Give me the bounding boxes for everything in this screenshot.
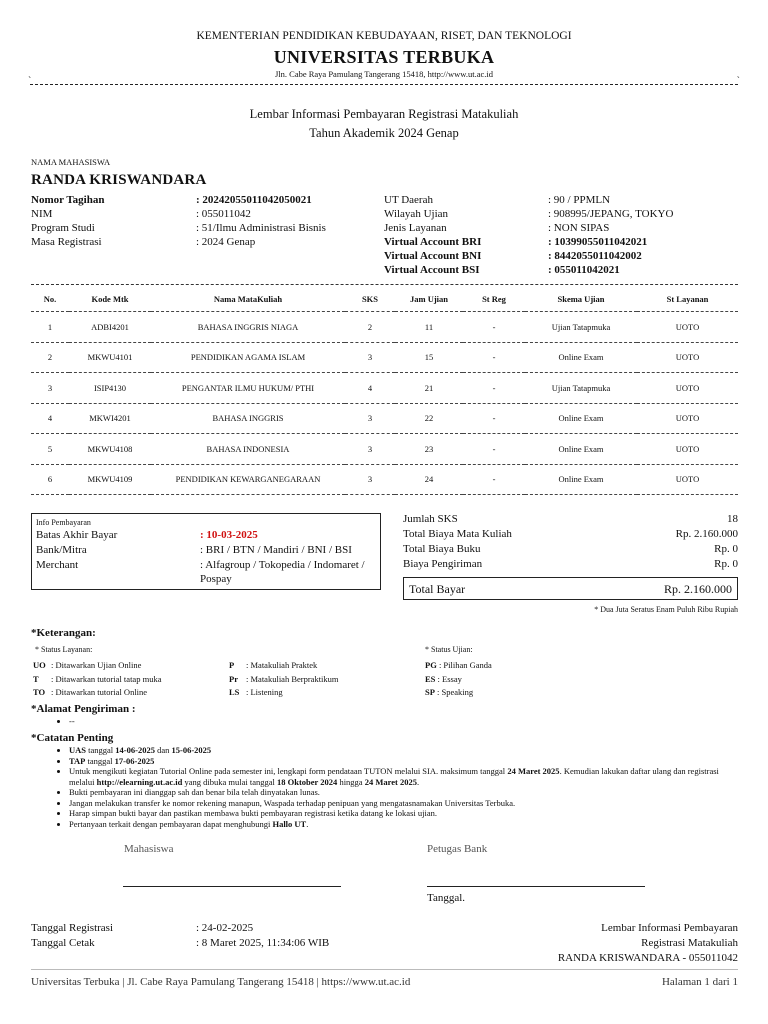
alamat-items (31, 716, 731, 727)
cell: BAHASA INGGRIS (151, 403, 345, 434)
info-row-wilayah-ujian (384, 207, 738, 221)
legend-item (229, 686, 339, 700)
billing-info-right (384, 193, 738, 277)
cell: Ujian Tatapmuka (525, 312, 637, 343)
tuton-text-2: . Kemudian lakukan daftar ulang dan registrasi melalui (69, 766, 719, 787)
legend-item (425, 673, 492, 687)
signature-date-label: Tanggal. (427, 892, 466, 904)
cell: - (463, 434, 525, 465)
info-label: Virtual Account BRI (384, 236, 482, 248)
legend-item (229, 659, 339, 673)
caption-line-2: Registrasi Matakuliah (641, 937, 738, 949)
info-row-masa-registrasi (31, 235, 371, 249)
print-date-value: : 8 Maret 2025, 11:34:06 WIB (196, 937, 330, 949)
cell: 4 (345, 373, 395, 404)
cell: - (463, 342, 525, 373)
cell: Ujian Tatapmuka (525, 373, 637, 404)
merchant-value-cont: Pospay (200, 573, 232, 585)
col-header-jam: Jam Ujian (409, 293, 448, 304)
reg-date-row (31, 921, 329, 936)
cell: 6 (31, 464, 69, 495)
document-caption (558, 921, 738, 966)
col-header-no: No. (43, 293, 57, 304)
cell: 15 (395, 342, 463, 373)
info-value: : NON SIPAS (548, 222, 610, 234)
caption-line-1: Lembar Informasi Pembayaran (601, 922, 738, 934)
reg-date-label: Tanggal Registrasi (31, 922, 114, 934)
cell: PENGANTAR ILMU HUKUM/ PTHI (151, 373, 345, 404)
uas-text: tanggal (86, 745, 116, 755)
hallo-ut: Hallo UT (272, 818, 307, 829)
cell: - (463, 464, 525, 495)
summary-label: Jumlah SKS (403, 513, 458, 525)
registration-dates (31, 921, 329, 951)
cell: PENDIDIKAN AGAMA ISLAM (151, 342, 345, 373)
tanya-text: Pertanyaan terkait dengan pembayaran dapat menghubungi (69, 818, 273, 829)
merchant-label: Merchant (36, 559, 79, 571)
table-top-divider (31, 284, 738, 285)
cell: - (463, 403, 525, 434)
cell: BAHASA INDONESIA (151, 434, 345, 465)
legend-text: : Ditawarkan tutorial Online (51, 687, 148, 697)
info-value: : 90 / PPMLN (548, 194, 611, 206)
cell: 3 (345, 342, 395, 373)
student-name: RANDA KRISWANDARA (31, 172, 207, 188)
cell: UOTO (637, 342, 738, 373)
alamat-list (31, 716, 731, 727)
alamat-value: • -- (69, 716, 731, 727)
cell: UOTO (637, 403, 738, 434)
uas-and: dan (154, 745, 172, 755)
tanya-end: . (306, 818, 309, 829)
status-layanan-list (33, 659, 161, 700)
info-value: : 20242055011042050021 (196, 194, 312, 206)
tap-text: tanggal (85, 755, 115, 766)
cell: 3 (345, 403, 395, 434)
info-row-program-studi (31, 221, 371, 235)
print-date-row (31, 936, 329, 951)
print-date-label: Tanggal Cetak (31, 937, 95, 949)
summary-value: Rp. 0 (714, 558, 738, 570)
legend-text: : Essay (437, 673, 462, 684)
table-row (31, 342, 738, 373)
cell: MKWU4109 (69, 464, 151, 495)
summary-label: Total Biaya Buku (403, 543, 481, 555)
cell: ISIP4130 (69, 373, 151, 404)
total-value: Rp. 2.160.000 (663, 582, 732, 596)
summary-label: Biaya Pengiriman (403, 558, 483, 570)
legend-code: LS (229, 687, 240, 697)
table-row (31, 403, 738, 434)
legend-text: : Matakuliah Praktek (246, 660, 318, 670)
alamat-title: *Alamat Pengiriman : (31, 703, 136, 715)
university-name: UNIVERSITAS TERBUKA (273, 47, 495, 67)
summary-value: 18 (727, 513, 738, 525)
footer-divider (31, 969, 738, 970)
legend-item (33, 686, 161, 700)
cell: 3 (345, 464, 395, 495)
tuton-date: 24 Maret 2025 (507, 766, 560, 776)
tuton-date-3: 24 Maret 2025 (364, 776, 417, 787)
academic-year: Tahun Akademik 2024 Genap (309, 126, 459, 140)
total-in-words: * Dua Juta Seratus Enam Puluh Ribu Rupiah (594, 605, 738, 614)
cell: BAHASA INGGRIS NIAGA (151, 312, 345, 343)
legend-item (425, 686, 492, 700)
legend-text: : Ditawarkan Ujian Online (51, 660, 142, 670)
info-row-va-bri (384, 235, 738, 249)
header-divider (30, 84, 738, 85)
legend-item (33, 659, 161, 673)
legend-text: : Pilihan Ganda (438, 660, 492, 670)
legend-item (229, 673, 339, 687)
legend-code: P (229, 660, 235, 670)
status-ujian-title: * Status Ujian: (425, 645, 473, 654)
tuton-date-2: 18 Oktober 2024 (277, 776, 338, 787)
tap-label: TAP (69, 755, 86, 766)
legend-code: TO (33, 687, 46, 697)
cell: 2 (31, 342, 69, 373)
tuton-text-1: Untuk mengikuti kegiatan Tutorial Online pada semester ini, lengkapi form pendataan TUTON melalui SIA. maksimum tanggal (69, 766, 508, 776)
university-address: Jln. Cabe Raya Pamulang Tangerang 15418, http://www.ut.ac.id (274, 69, 493, 79)
total-bayar-box (403, 577, 738, 600)
cell: UOTO (637, 373, 738, 404)
cell: PENDIDIKAN KEWARGANEGARAAN (151, 464, 345, 495)
summary-value: Rp. 0 (714, 543, 738, 555)
table-header-row (31, 286, 738, 312)
info-label: Virtual Account BNI (384, 250, 482, 262)
info-value: : 8442055011042002 (548, 250, 642, 262)
col-header-kode: Kode Mtk (91, 293, 129, 304)
caption-line-3: RANDA KRISWANDARA - 055011042 (557, 952, 738, 964)
summary-row-pengiriman (403, 558, 738, 573)
cell: - (463, 373, 525, 404)
catatan-title: *Catatan Penting (31, 732, 114, 744)
info-label: Program Studi (31, 222, 95, 234)
cell: Online Exam (525, 464, 637, 495)
bank-signature-line (427, 886, 645, 887)
page-footer-left: Universitas Terbuka | Jl. Cabe Raya Pamulang Tangerang 15418 | https://www.ut.ac.id (31, 976, 411, 988)
cell: 3 (31, 373, 69, 404)
info-row-ut-daerah (384, 193, 738, 207)
tuton-text-5: . (416, 776, 420, 787)
summary-value: Rp. 2.160.000 (675, 528, 738, 540)
bank-signature-label: Petugas Bank (427, 843, 488, 855)
info-value: : 908995/JEPANG, TOKYO (548, 208, 674, 220)
table-row (31, 464, 738, 495)
note-simpan: • Harap simpan bukti bayar dan pastikan membawa bukti pembayaran registrasi ketika datang ke lokasi ujian. (69, 808, 738, 819)
cell: UOTO (637, 312, 738, 343)
legend-code: Pr (229, 673, 238, 684)
deadline-value: : 10-03-2025 (200, 529, 258, 541)
elearning-link: http://elearning.ut.ac.id (96, 776, 183, 787)
legend-text: : Matakuliah Berpraktikum (246, 673, 339, 684)
info-row-nomor-tagihan (31, 193, 371, 207)
student-signature-label: Mahasiswa (124, 843, 174, 855)
summary-row-biaya-buku (403, 543, 738, 558)
info-value: : 10399055011042021 (548, 236, 648, 248)
info-label: Nomor Tagihan (31, 194, 105, 206)
payment-summary (403, 513, 738, 573)
page-number: Halaman 1 dari 1 (661, 976, 738, 988)
cell: 4 (31, 403, 69, 434)
tuton-text-3: yang dibuka mulai tanggal (182, 776, 278, 787)
uas-label: UAS (69, 745, 87, 755)
document-title: Lembar Informasi Pembayaran Registrasi Matakuliah (249, 107, 519, 121)
cell: ADBI4201 (69, 312, 151, 343)
info-row-va-bsi (384, 263, 738, 277)
info-row-nim (31, 207, 371, 221)
reg-date-value: : 24-02-2025 (196, 922, 254, 934)
note-lunas: • Bukti pembayaran ini dianggap sah dan benar bila telah dinyatakan lunas. (69, 787, 738, 798)
summary-row-sks (403, 513, 738, 528)
legend-item (33, 673, 161, 687)
info-value: : 055011042 (196, 208, 251, 220)
cell: MKWU4101 (69, 342, 151, 373)
cell: 24 (395, 464, 463, 495)
tap-date: 17-06-2025 (114, 755, 155, 766)
info-label: NIM (31, 208, 53, 220)
cell: 5 (31, 434, 69, 465)
cell: 1 (31, 312, 69, 343)
info-label: Wilayah Ujian (384, 208, 449, 220)
info-label: Virtual Account BSI (384, 264, 480, 276)
cell: 23 (395, 434, 463, 465)
col-header-sks: SKS (361, 293, 379, 304)
legend-code: ES (425, 673, 436, 684)
table-row (31, 434, 738, 465)
merchant-value: : Alfagroup / Tokopedia / Indomaret / (200, 559, 365, 571)
payment-box-title: Info Pembayaran (36, 518, 91, 527)
cell: Online Exam (525, 342, 637, 373)
col-header-nama: Nama MataKuliah (213, 293, 283, 304)
info-label: Masa Registrasi (31, 236, 102, 248)
legend-code: PG (425, 660, 437, 670)
col-header-streg: St Reg (482, 293, 506, 304)
legend-item (425, 659, 492, 673)
cell: UOTO (637, 464, 738, 495)
cell: 3 (345, 434, 395, 465)
cell: 2 (345, 312, 395, 343)
table-row (31, 373, 738, 404)
summary-label: Total Biaya Mata Kuliah (403, 528, 512, 540)
cell: 11 (395, 312, 463, 343)
info-value: : 2024 Genap (196, 236, 256, 248)
catatan-items (31, 745, 738, 829)
bank-label: Bank/Mitra (36, 544, 87, 556)
catatan-list (31, 745, 738, 829)
uas-date-1: 14-06-2025 (115, 745, 155, 755)
info-row-va-bni (384, 249, 738, 263)
payment-info-box (31, 513, 381, 590)
status-ujian-list (425, 659, 492, 700)
student-name-label: NAMA MAHASISWA (31, 157, 111, 167)
cell: 22 (395, 403, 463, 434)
col-header-layanan: St Layanan (666, 293, 709, 304)
bank-value: : BRI / BTN / Mandiri / BNI / BSI (200, 544, 352, 556)
legend-text: : Speaking (437, 687, 474, 697)
course-table (31, 286, 738, 495)
billing-info-left (31, 193, 371, 249)
note-tap (69, 756, 738, 767)
cell: Online Exam (525, 403, 637, 434)
legend-text: : Listening (246, 687, 283, 697)
info-value: : 055011042021 (548, 264, 620, 276)
info-value: : 51/Ilmu Administrasi Bisnis (196, 222, 326, 234)
cell: Online Exam (525, 434, 637, 465)
info-label: Jenis Layanan (384, 222, 447, 234)
student-signature-line (123, 886, 341, 887)
ministry-name: KEMENTERIAN PENDIDIKAN KEBUDAYAAN, RISET, DAN TEKNOLOGI (196, 30, 572, 42)
total-label: Total Bayar (409, 582, 466, 596)
keterangan-title: *Keterangan: (31, 627, 96, 639)
info-label: UT Daerah (384, 194, 433, 206)
cell: MKWI4201 (69, 403, 151, 434)
status-praktek-list (229, 659, 339, 700)
deadline-label: Batas Akhir Bayar (36, 529, 118, 541)
legend-text: : Ditawarkan tutorial tatap muka (51, 673, 162, 684)
cell: 21 (395, 373, 463, 404)
col-header-skema: Skema Ujian (557, 293, 605, 304)
cell: UOTO (637, 434, 738, 465)
uas-date-2: 15-06-2025 (171, 745, 212, 755)
cell: MKWU4108 (69, 434, 151, 465)
note-uas (69, 745, 738, 756)
summary-row-biaya-mk (403, 528, 738, 543)
legend-code: T (33, 673, 39, 684)
cell: - (463, 312, 525, 343)
note-tanya (69, 819, 738, 830)
tuton-text-4: hingga (337, 776, 365, 787)
note-transfer: • Jangan melakukan transfer ke nomor rekening manapun, Waspada terhadap penipuan yang mengatasnamakan Universitas Terbuka. (69, 798, 738, 809)
legend-code: UO (33, 660, 46, 670)
info-row-jenis-layanan (384, 221, 738, 235)
table-row (31, 312, 738, 343)
legend-code: SP (425, 687, 435, 697)
status-layanan-title: * Status Layanan: (35, 645, 93, 654)
note-tuton (69, 766, 738, 787)
